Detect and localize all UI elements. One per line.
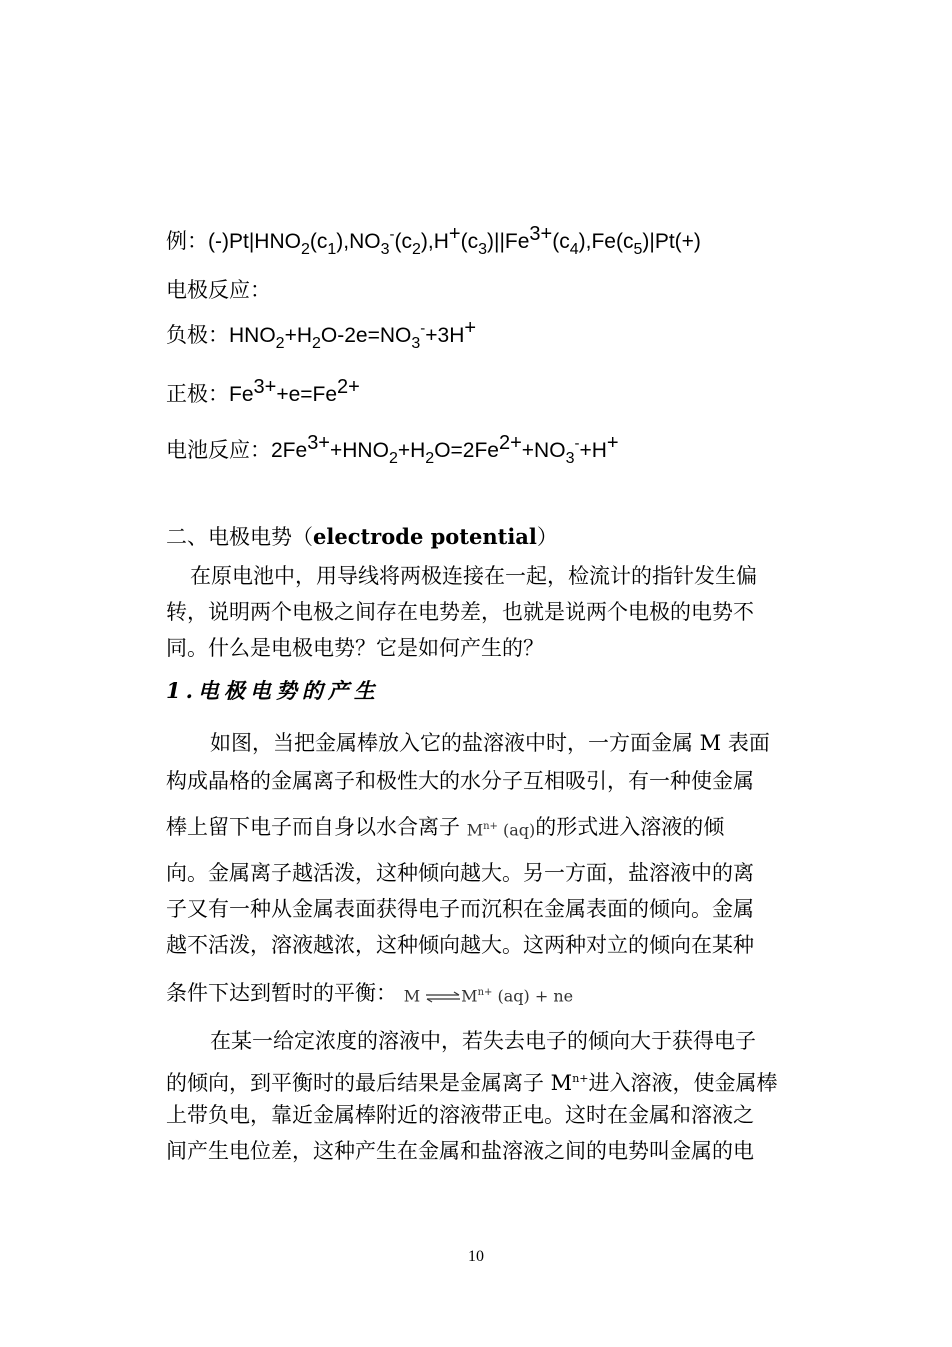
example-label: 例： — [166, 229, 208, 253]
paragraph-line: 子又有一种从金属表面获得电子而沉积在金属表面的倾向。金属 — [166, 897, 754, 921]
cell-notation-formula: $(-)Pt|HNO_2(c_1),NO_3^-(c_2),H+(c_3)||Fe3+(c_4),Fe(c_5)|Pt(+)$ — [208, 223, 701, 258]
paragraph-line: 间产生电位差，这种产生在金属和盐溶液之间的电势叫金属的电 — [166, 1139, 754, 1163]
positive-electrode-line: 正极：Fe3++e=Fe2+ — [166, 376, 360, 406]
equilibrium-arrow-icon — [425, 991, 461, 1003]
paragraph-line: 上带负电，靠近金属棒附近的溶液带正电。这时在金属和溶液之 — [166, 1103, 754, 1127]
paragraph-line-with-formula: 棒上留下电子而自身以水合离子 $M^{n+}$ (aq)的形式进入溶液的倾 — [166, 812, 724, 845]
paragraph-line: 向。金属离子越活泼，这种倾向越大。另一方面，盐溶液中的离 — [166, 861, 754, 885]
cell-reaction-formula: $2Fe3++HNO_2+H_2O=2Fe2++NO_3^-+H+$ — [271, 432, 619, 467]
paragraph-line: 在原电池中，用导线将两极连接在一起，检流计的指针发生偏 — [190, 564, 757, 588]
equilibrium-formula: M $M^{n+}$ (aq) + ne — [403, 986, 574, 1006]
paragraph-line: 如图，当把金属棒放入它的盐溶液中时，一方面金属 M 表面 — [210, 731, 770, 755]
paragraph-line: 越不活泼，溶液越浓，这种倾向越大。这两种对立的倾向在某种 — [166, 933, 754, 957]
paragraph-line: 在某一给定浓度的溶液中，若失去电子的倾向大于获得电子 — [210, 1029, 756, 1053]
positive-reaction: Fe3++e=Fe2+ — [229, 376, 360, 406]
hydrated-ion-formula: $M^{n+}$ (aq) — [466, 820, 536, 840]
paragraph-line: 同。什么是电极电势？它是如何产生的？ — [166, 636, 544, 660]
paragraph-line-with-equilibrium: 条件下达到暂时的平衡： M $M^{n+}$ (aq) + ne — [166, 978, 573, 1011]
paragraph-line-with-superscript: 的倾向，到平衡时的最后结果是金属离子 $M^{n+}$进入溶液，使金属棒 — [166, 1071, 778, 1095]
cell-notation-line — [166, 223, 701, 259]
page-number: 10 — [468, 1248, 484, 1265]
negative-reaction: $HNO_2+H_2O-2e=NO_3^-+3H+$ — [229, 317, 477, 352]
paragraph-line: 构成晶格的金属离子和极性大的水分子互相吸引，有一种使金属 — [166, 769, 754, 793]
electrode-reaction-label: 电极反应： — [166, 278, 271, 302]
subsection-heading: 1.电极电势的产生 — [166, 678, 380, 703]
section-heading-electrode-potential: 二、电极电势（electrode potential） — [166, 524, 558, 549]
cell-reaction-line: 电池反应：$2Fe3++HNO_2+H_2O=2Fe2++NO_3^-+H+$ — [166, 432, 619, 467]
paragraph-line: 转，说明两个电极之间存在电势差，也就是说两个电极的电势不 — [166, 600, 754, 624]
negative-electrode-line: 负极：$HNO_2+H_2O-2e=NO_3^-+3H+$ — [166, 317, 477, 352]
